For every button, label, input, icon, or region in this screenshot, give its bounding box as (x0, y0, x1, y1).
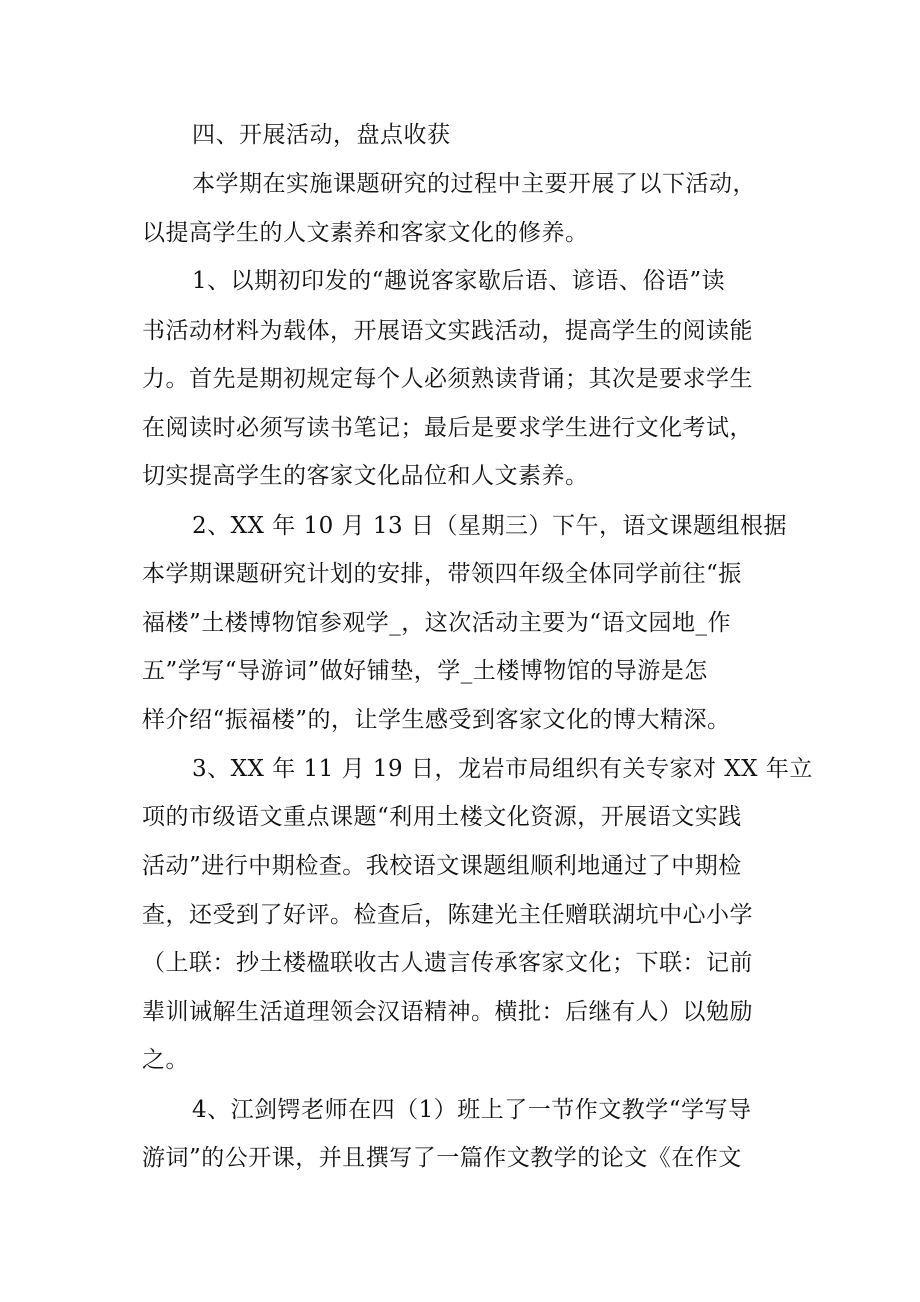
paragraph-line: 查，还受到了好评。检查后，陈建光主任赠联湖坑中心小学 (142, 902, 753, 928)
paragraph-line: 2、XX 年 10 月 13 日（星期三）下午，语文课题组根据 (192, 513, 787, 539)
paragraph-line: 本学期在实施课题研究的过程中主要开展了以下活动， (192, 171, 756, 197)
paragraph-line: 辈训诫解生活道理领会汉语精神。横批：后继有人）以勉励 (142, 999, 753, 1025)
paragraph-line: 活动”进行中期检查。我校语文课题组顺利地通过了中期检 (142, 853, 742, 879)
paragraph-line: 4、江剑锷老师在四（1）班上了一节作文教学“学写导 (192, 1097, 752, 1123)
paragraph-line: 福楼”土楼博物馆参观学_，这次活动主要为“语文园地_作 (142, 610, 732, 636)
paragraph-line: （上联：抄土楼楹联收古人遗言传承客家文化；下联：记前 (142, 950, 753, 976)
paragraph-line: 样介绍“振福楼”的，让学生感受到客家文化的博大精深。 (142, 707, 731, 733)
paragraph-line: 力。首先是期初规定每个人必须熟读背诵；其次是要求学生 (142, 366, 753, 392)
paragraph-line: 游词”的公开课，并且撰写了一篇作文教学的论文《在作文 (142, 1145, 742, 1171)
paragraph-line: 五”学写“导游词”做好铺垫，学_土楼博物馆的导游是怎 (142, 658, 708, 684)
paragraph-line: 之。 (142, 1047, 189, 1073)
paragraph-line: 1、以期初印发的“趣说客家歇后语、谚语、俗语”读 (192, 268, 726, 294)
paragraph-line: 以提高学生的人文素养和客家文化的修养。 (142, 220, 589, 246)
paragraph-line: 书活动材料为载体，开展语文实践活动，提高学生的阅读能 (142, 318, 753, 344)
section-heading: 四、开展活动，盘点收获 (192, 122, 451, 148)
paragraph-line: 在阅读时必须写读书笔记；最后是要求学生进行文化考试， (142, 415, 753, 441)
paragraph-line: 项的市级语文重点课题“利用土楼文化资源，开展语文实践 (142, 804, 742, 830)
paragraph-line: 本学期课题研究计划的安排，带领四年级全体同学前往“振 (142, 561, 742, 587)
paragraph-line: 3、XX 年 11 月 19 日，龙岩市局组织有关专家对 XX 年立 (192, 756, 813, 782)
paragraph-line: 切实提高学生的客家文化品位和人文素养。 (142, 463, 589, 489)
